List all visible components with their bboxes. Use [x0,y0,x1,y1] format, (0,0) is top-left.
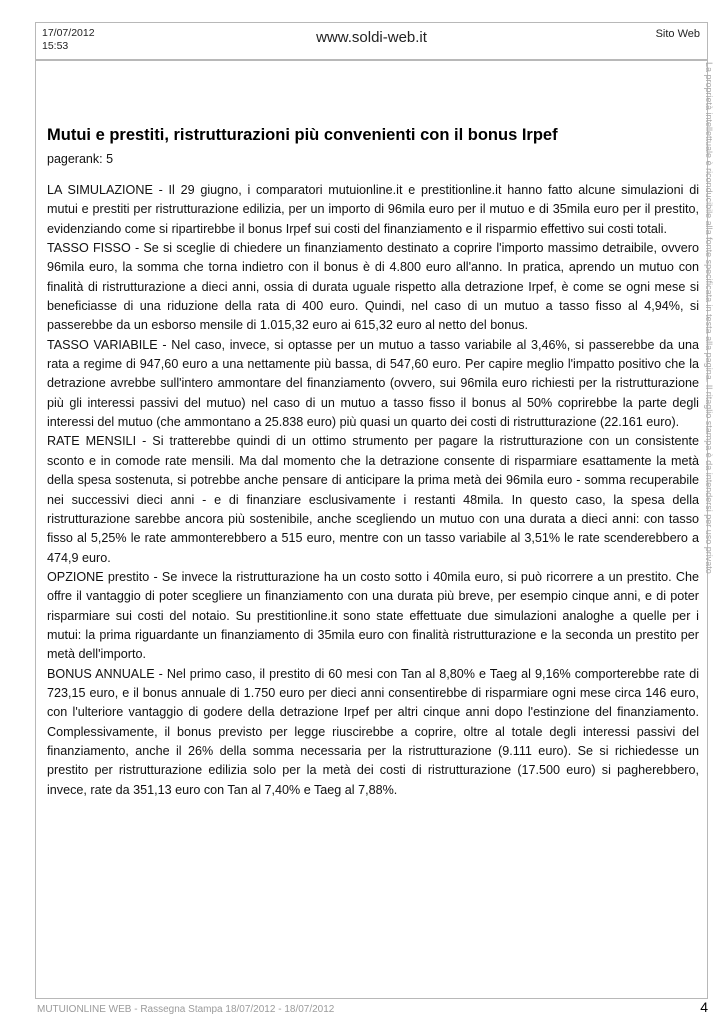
copyright-side-note: La proprietà intellettuale è riconducibile alla fonte specificata in testa alla pagina. Il ritaglio stampa è da intendersi per uso privato [704,62,714,574]
article [47,125,699,800]
header-site: www.soldi-web.it [316,29,427,46]
article-body [47,181,699,800]
header-section: Sito Web [655,28,700,40]
pagerank: pagerank: 5 [47,152,114,166]
page-header [35,22,708,60]
article-title: Mutui e prestiti, ristrutturazioni più convenienti con il bonus Irpef [47,126,558,144]
paragraph-tasso-variabile: TASSO VARIABILE - Nel caso, invece, si optasse per un mutuo a tasso variabile al 3,46%, si passerebbe da una rata a regime di 947,60 euro a una nettamente più bassa, di 547,60 euro. Per capire meglio l'impatto positivo che la detrazione avrebbe sull'intero ammontare del finanziamento (ovvero, sui 96mila euro richiesti per la ristrutturazione più gli interessi passivi del mutuo) nel caso di un mutuo a tasso fisso il bonus al 50% coprirebbe la parte degli interessi del mutuo (che ammontano a 25.838 euro) più quasi un quarto dei costi di ristrutturazione (22.161 euro). [47,337,699,430]
paragraph-opzione-prestito: OPZIONE prestito - Se invece la ristrutturazione ha un costo sotto i 40mila euro, si può ricorrere a un prestito. Che offre il vantaggio di poter scegliere un finanziamento con una durata più breve, per esempio cinque anni, e di poter risparmiare sui costi del notaio. Su prestitionline.it sono state effettuate due simulazioni analoghe a quelle per i mutui: la prima riguardante un finanziamento di 35mila euro con finalità ristrutturazione e la seconda un prestito per metà dell'importo. [47,569,699,662]
header-time: 15:53 [42,40,69,52]
paragraph-tasso-fisso: TASSO FISSO - Se si sceglie di chiedere un finanziamento destinato a coprire l'importo massimo detraibile, ovvero 96mila euro, la somma che torna indietro con il bonus è di 4.800 euro all'anno. In pratica, aprendo un mutuo con finalità di ristrutturazione a dieci anni, ossia di durata uguale rispetto alla detrazione Irpef, è come se ogni mese si beneficiasse di una riduzione della rata di 400 euro. Quindi, nel caso di un mutuo a tasso fisso al 4,94%, si passerebbe da un esborso mensile di 1.015,32 euro ai 615,32 euro al netto del bonus. [47,241,699,333]
paragraph-simulazione: LA SIMULAZIONE - Il 29 giugno, i comparatori mutuionline.it e prestitionline.it hanno fatto alcune simulazioni di mutui e prestiti per ristrutturazione edilizia, per un importo di 96mila euro per il mutuo e di 35mila euro per il prestito, evidenziando come si ripartirebbe il bonus Irpef sui costi del finanziamento e il risparmio effettivo sui costi totali. [47,183,699,236]
footer-text: MUTUIONLINE WEB - Rassegna Stampa 18/07/2012 - 18/07/2012 [37,1004,335,1015]
paragraph-bonus-annuale: BONUS ANNUALE - Nel primo caso, il prestito di 60 mesi con Tan al 8,80% e Taeg al 9,16% comporterebbe rate di 723,15 euro, e il bonus annuale di 1.750 euro per dieci anni consentirebbe di risparmiare ogni mese circa 146 euro, con l'ulteriore vantaggio di godere della detrazione Irpef per altri cinque anni dopo l'estinzione del finanziamento. Complessivamente, il bonus previsto per legge riuscirebbe a coprire, oltre al totale degli interessi passivi del finanziamento, anche il 26% della somma necessaria per la ristrutturazione (9.111 euro). Se si richiedesse un prestito per ristrutturazione edilizia solo per la metà dei costi di ristrutturazione (17.500 euro) si pagherebbero, invece, rate da 351,13 euro con Tan al 7,40% e Taeg al 7,88%. [47,666,699,797]
header-date: 17/07/2012 [42,27,95,39]
page-number: 4 [700,999,708,1015]
paragraph-rate-mensili: RATE MENSILI - Si tratterebbe quindi di un ottimo strumento per pagare la ristrutturazione con un consistente sconto e in comode rate mensili. Ma dal momento che la detrazione consente di risparmiare esattamente la metà della spesa sostenuta, si potrebbe anche pensare di anticipare la prima metà dei 96mila euro - somma recuperabile nei successivi dieci anni - e di finanziare esclusivamente i restanti 48mila. In questo caso, la spesa della ristrutturazione sarebbe ancora più sostenibile, anche scegliendo un mutuo con una durata a dieci anni: con tasso fisso al 5,25% le rate ammonterebbero a 515 euro, mentre con un tasso variabile al 3,51% le rate scenderebbero a 474,9 euro. [47,434,699,565]
article-frame [35,60,708,999]
